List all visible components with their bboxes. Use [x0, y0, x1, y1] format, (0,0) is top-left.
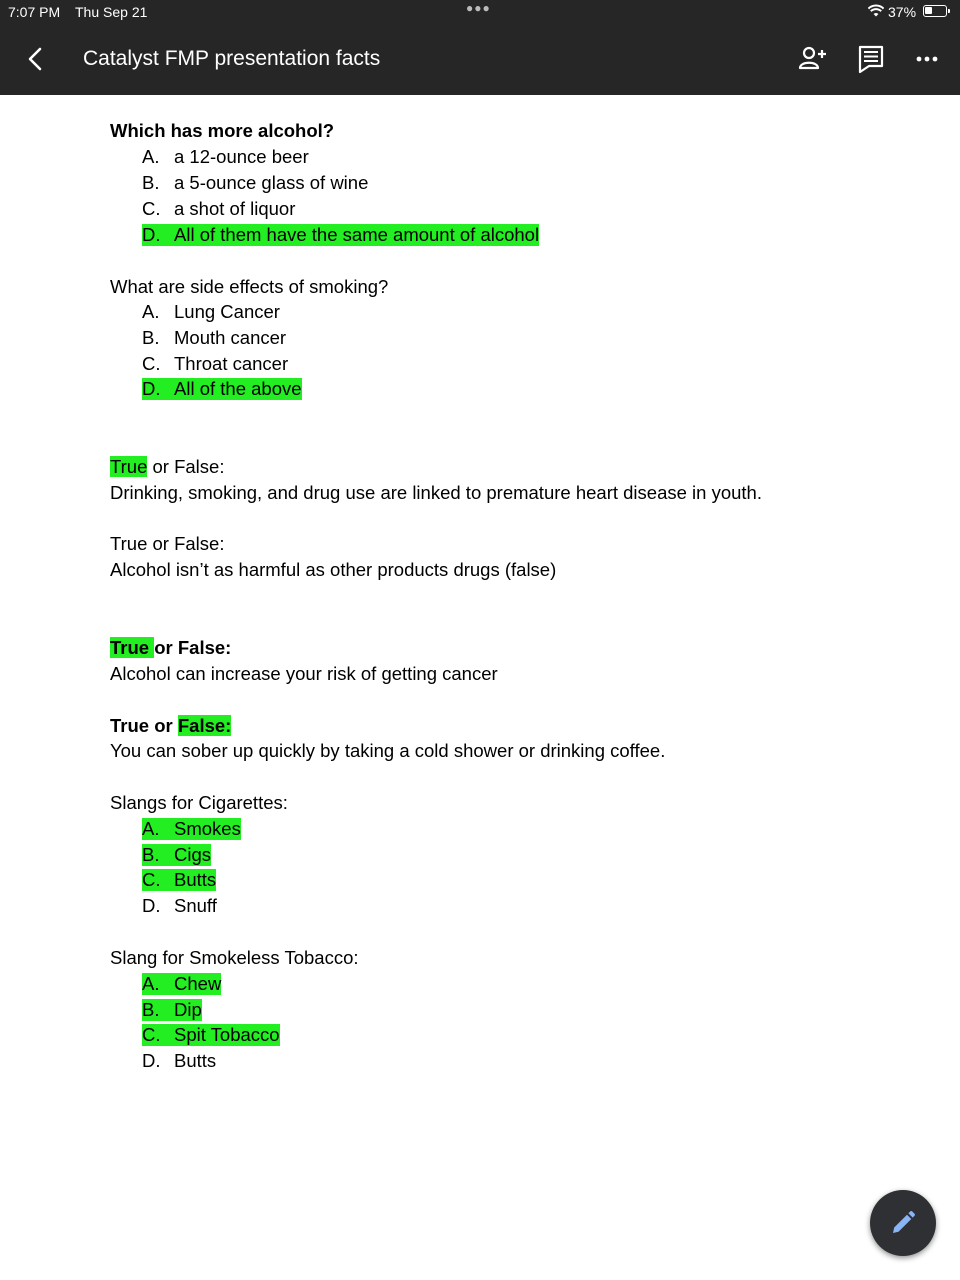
list-item: C. Throat cancer: [142, 353, 289, 374]
list-item: D. Snuff: [142, 895, 217, 916]
highlighted-answer: D. All of them have the same amount of alcohol: [142, 224, 540, 245]
highlighted-answer: D. All of the above: [142, 378, 302, 399]
highlighted-answer: C. Spit Tobacco: [142, 1024, 280, 1045]
list-item: B. a 5-ounce glass of wine: [142, 172, 369, 193]
statement: Drinking, smoking, and drug use are linked to premature heart disease in youth.: [110, 482, 762, 503]
highlighted-answer: True: [110, 637, 155, 658]
list-item: B. Mouth cancer: [142, 327, 287, 348]
highlighted-answer: False:: [177, 715, 232, 736]
list-item: A. Lung Cancer: [142, 301, 280, 322]
statement: You can sober up quickly by taking a cold shower or drinking coffee.: [110, 740, 666, 761]
statement: Alcohol can increase your risk of getting cancer: [110, 663, 498, 684]
statement: Alcohol isn’t as harmful as other products drugs (false): [110, 559, 557, 580]
true-false-label: True or False:: [110, 456, 225, 477]
back-icon[interactable]: [22, 44, 50, 74]
highlighted-answer: B. Dip: [142, 999, 202, 1020]
battery-icon: [923, 5, 947, 17]
question-cigarette-slang: Slangs for Cigarettes:: [110, 792, 288, 813]
wifi-icon: [868, 4, 884, 21]
app-bar: [0, 24, 960, 95]
pencil-icon: [890, 1210, 916, 1236]
true-false-label: True or False:: [110, 637, 232, 658]
true-false-label: True or False:: [110, 715, 232, 736]
highlighted-answer: True: [110, 456, 148, 477]
true-false-label: True or False:: [110, 533, 225, 554]
question-alcohol: Which has more alcohol?: [110, 120, 335, 141]
document-title: Catalyst FMP presentation facts: [83, 47, 381, 70]
list-item: D. Butts: [142, 1050, 217, 1071]
highlighted-answer: C. Butts: [142, 869, 217, 890]
battery-percent: 37%: [888, 4, 917, 20]
question-smoking: What are side effects of smoking?: [110, 276, 389, 297]
status-bar: [0, 0, 960, 24]
highlighted-answer: B. Cigs: [142, 844, 212, 865]
add-person-icon[interactable]: [798, 44, 828, 74]
status-time: 7:07 PM: [8, 4, 61, 20]
multitasking-dots-icon[interactable]: ●●●: [466, 1, 491, 15]
edit-button[interactable]: [870, 1190, 936, 1256]
question-smokeless-slang: Slang for Smokeless Tobacco:: [110, 947, 359, 968]
highlighted-answer: A. Chew: [142, 973, 222, 994]
status-date: Thu Sep 21: [75, 4, 148, 20]
list-item: A. a 12-ounce beer: [142, 146, 309, 167]
list-item: C. a shot of liquor: [142, 198, 296, 219]
comments-icon[interactable]: [856, 44, 886, 74]
more-icon[interactable]: [914, 44, 944, 74]
highlighted-answer: A. Smokes: [142, 818, 241, 839]
battery-fill: [925, 7, 932, 14]
